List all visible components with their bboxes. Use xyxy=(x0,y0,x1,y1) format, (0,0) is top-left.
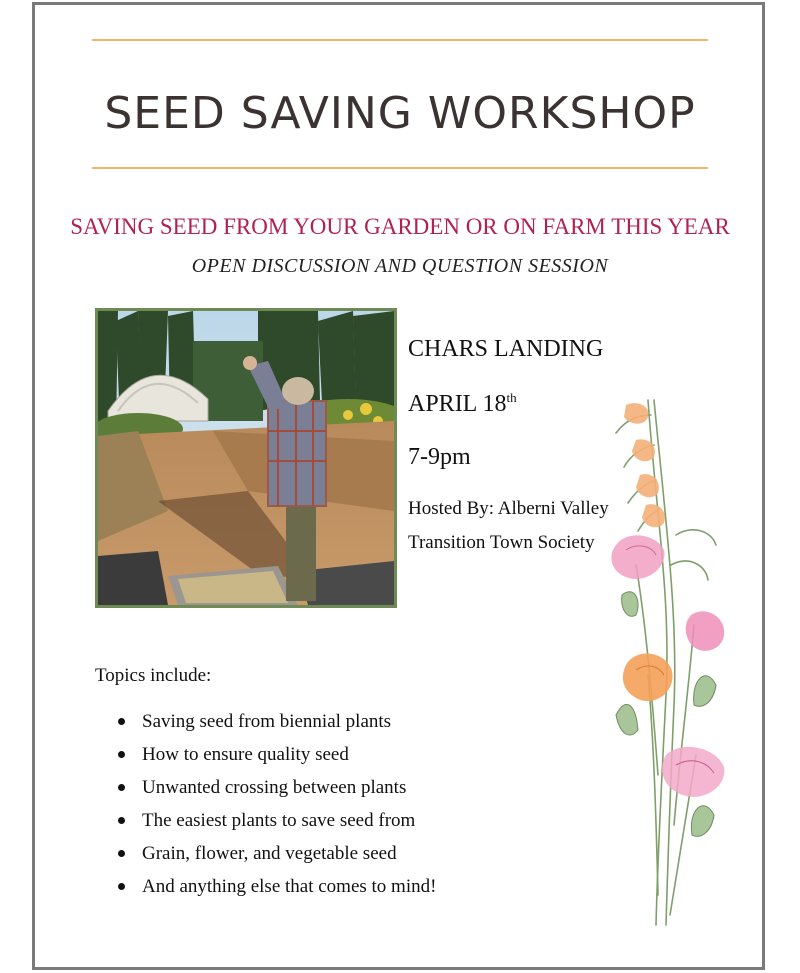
topic-text: The easiest plants to save seed from xyxy=(142,810,416,831)
bottom-rule xyxy=(92,167,708,169)
topics-list xyxy=(118,705,436,903)
bullet-icon xyxy=(118,751,125,758)
flower-illustration xyxy=(596,395,746,930)
event-host xyxy=(408,492,609,560)
bullet-icon xyxy=(118,718,125,725)
event-date-suffix: th xyxy=(506,390,517,405)
topic-item xyxy=(118,771,436,804)
topic-text: Saving seed from biennial plants xyxy=(142,711,392,732)
event-host-line-2: Transition Town Society xyxy=(408,532,595,553)
bullet-icon xyxy=(118,883,125,890)
bullet-icon xyxy=(118,850,125,857)
workshop-photo-illustration xyxy=(98,311,394,605)
event-date-text: APRIL 18 xyxy=(408,391,507,417)
topic-item xyxy=(118,870,436,903)
bullet-icon xyxy=(118,784,125,791)
topic-text: Grain, flower, and vegetable seed xyxy=(142,843,397,864)
topic-item xyxy=(118,705,436,738)
subtitle: SAVING SEED FROM YOUR GARDEN OR ON FARM THIS YEAR xyxy=(70,214,730,239)
topic-text: Unwanted crossing between plants xyxy=(142,777,407,798)
bullet-icon xyxy=(118,817,125,824)
event-date xyxy=(408,391,517,418)
page-title: SEED SAVING WORKSHOP xyxy=(104,88,696,139)
topic-item xyxy=(118,837,436,870)
event-location: CHARS LANDING xyxy=(408,336,604,362)
topic-text: How to ensure quality seed xyxy=(142,744,349,765)
workshop-photo xyxy=(95,308,397,608)
topics-heading: Topics include: xyxy=(95,665,212,686)
event-host-line-1: Hosted By: Alberni Valley xyxy=(408,498,609,519)
topic-item xyxy=(118,804,436,837)
event-time: 7-9pm xyxy=(408,444,471,470)
top-rule xyxy=(92,39,708,41)
topic-text: And anything else that comes to mind! xyxy=(142,876,437,897)
topic-item xyxy=(118,738,436,771)
session-subtitle: OPEN DISCUSSION AND QUESTION SESSION xyxy=(191,255,609,277)
